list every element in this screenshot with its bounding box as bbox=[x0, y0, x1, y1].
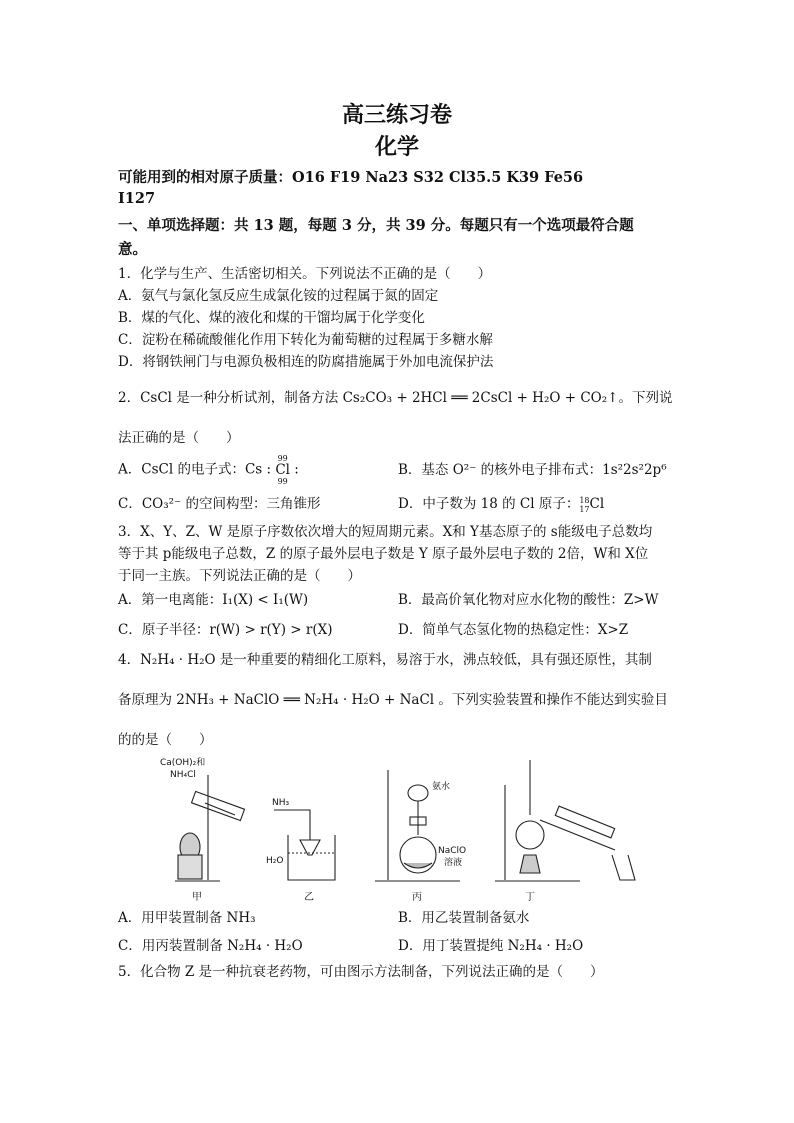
q2-a-dots-top: 99 bbox=[277, 454, 288, 463]
exam-title: 高三练习卷 bbox=[341, 102, 452, 128]
q3-option-c: C．原子半径：r(W) > r(Y) > r(X) bbox=[118, 622, 333, 638]
q2-a-cl: Cl bbox=[275, 462, 290, 478]
q2-a-prefix: A．CsCl 的电子式：Cs : bbox=[118, 461, 276, 478]
q4-option-d: D．用丁装置提纯 N₂H₄ · H₂O bbox=[398, 938, 584, 954]
label-h2o: H₂O bbox=[266, 856, 284, 866]
q4-stem-line2: 备原理为 2NH₃ + NaClO ══ N₂H₄ · H₂O + NaCl 。下列实验装置和操作不能达到实验目 bbox=[118, 692, 668, 708]
q2-a-suffix: : bbox=[290, 461, 299, 478]
q2-option-d bbox=[398, 492, 604, 514]
q2-d-prefix: D．中子数为 18 的 Cl 原子： bbox=[398, 496, 580, 512]
atomic-masses-line2: I127 bbox=[118, 190, 156, 207]
apparatus-yi bbox=[266, 798, 335, 903]
q2-d-isotope-numbers bbox=[579, 496, 589, 514]
q2-d-symbol: Cl bbox=[589, 496, 605, 512]
q2-option-a bbox=[118, 454, 299, 486]
q2-option-c: C．CO₃²⁻ 的空间构型：三角锥形 bbox=[118, 496, 321, 512]
q2-stem-line2: 法正确的是（ ） bbox=[118, 430, 240, 446]
q1-option-c: C．淀粉在稀硫酸催化作用下转化为葡萄糖的过程属于多糖水解 bbox=[118, 332, 493, 348]
q4-stem-line3: 的的是（ ） bbox=[118, 732, 213, 748]
caption-jia: 甲 bbox=[192, 892, 202, 903]
apparatus-ding bbox=[495, 760, 635, 903]
caption-yi: 乙 bbox=[304, 892, 314, 903]
q3-option-b: B．最高价氧化物对应水化物的酸性：Z>W bbox=[398, 592, 659, 608]
q2-d-atomic-number: 17 bbox=[579, 504, 590, 514]
q2-stem-suffix: 。下列说 bbox=[618, 390, 673, 406]
q3-option-d: D．简单气态氢化物的热稳定性：X>Z bbox=[398, 622, 629, 638]
label-nh3: NH₃ bbox=[272, 798, 290, 808]
q2-stem-prefix: 2．CsCl 是一种分析试剂，制备方法 bbox=[118, 390, 343, 406]
label-solution: 溶液 bbox=[444, 858, 463, 868]
q4-option-b: B．用乙装置制备氨水 bbox=[398, 910, 530, 926]
q5-stem: 5．化合物 Z 是一种抗衰老药物，可由图示方法制备，下列说法正确的是（ ） bbox=[118, 964, 604, 980]
apparatus-jia bbox=[160, 757, 244, 903]
q4-stem-line1: 4．N₂H₄ · H₂O 是一种重要的精细化工原料，易溶于水，沸点较低，具有强还原性，其制 bbox=[118, 652, 652, 668]
atomic-masses-line1: 可能用到的相对原子质量：O16 F19 Na23 S32 Cl35.5 K39 Fe56 bbox=[118, 169, 584, 186]
q4-apparatus-figure bbox=[160, 755, 640, 905]
q3-stem-line2: 等于其 p能级电子总数，Z 的原子最外层电子数是 Y 原子最外层电子数的 2倍，W和 X位 bbox=[118, 546, 649, 562]
subject-title: 化学 bbox=[374, 134, 419, 160]
q2-equation: Cs₂CO₃ + 2HCl ══ 2CsCl + H₂O + CO₂↑ bbox=[342, 390, 619, 406]
q3-stem-line1: 3．X、Y、Z、W 是原子序数依次增大的短周期元素。X和 Y基态原子的 s能级电子总数均 bbox=[118, 524, 653, 540]
label-naclo: NaClO bbox=[438, 846, 467, 856]
q4-option-a: A．用甲装置制备 NH₃ bbox=[118, 910, 256, 926]
q2-option-b: B．基态 O²⁻ 的核外电子排布式：1s²2s²2p⁶ bbox=[398, 462, 667, 478]
label-nh4cl: NH₄Cl bbox=[170, 770, 196, 780]
q1-option-a: A．氨气与氯化氢反应生成氯化铵的过程属于氮的固定 bbox=[118, 288, 439, 304]
apparatus-bing bbox=[375, 770, 466, 903]
q3-stem-line3: 于同一主族。下列说法正确的是（ ） bbox=[118, 568, 361, 584]
label-ammonia-water: 氨水 bbox=[432, 782, 451, 792]
label-caoh2: Ca(OH)₂和 bbox=[160, 758, 206, 768]
q4-option-c: C．用丙装置制备 N₂H₄ · H₂O bbox=[118, 938, 303, 954]
caption-bing: 丙 bbox=[412, 892, 422, 903]
q3-option-a: A．第一电离能：I₁(X) < I₁(W) bbox=[118, 592, 309, 608]
q1-option-d: D．将钢铁闸门与电源负极相连的防腐措施属于外加电流保护法 bbox=[118, 354, 494, 370]
caption-ding: 丁 bbox=[525, 892, 535, 903]
q1-option-b: B．煤的气化、煤的液化和煤的干馏均属于化学变化 bbox=[118, 310, 425, 326]
q2-a-dots-bottom: 99 bbox=[277, 477, 288, 486]
q2-d-mass-number: 18 bbox=[579, 495, 590, 505]
section-heading-line1: 一、单项选择题：共 13 题，每题 3 分，共 39 分。每题只有一个选项最符合题 bbox=[118, 217, 634, 234]
q2-stem bbox=[118, 386, 672, 406]
q1-stem: 1．化学与生产、生活密切相关。下列说法不正确的是（ ） bbox=[118, 266, 492, 282]
q2-a-electron-dots bbox=[275, 454, 290, 486]
section-heading-line2: 意。 bbox=[118, 241, 147, 258]
